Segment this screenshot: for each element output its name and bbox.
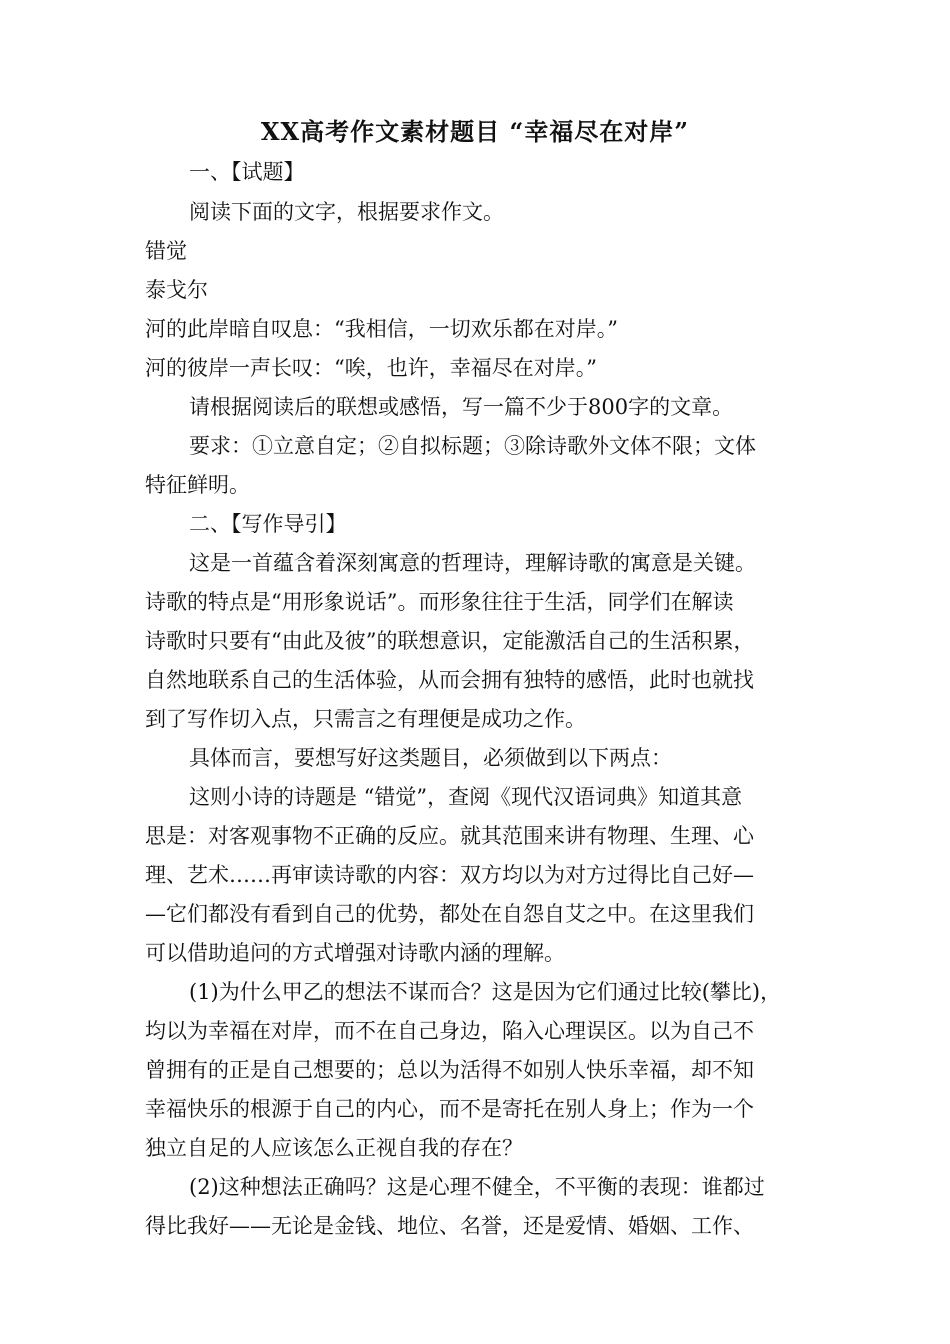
paragraph-line: —它们都没有看到自己的优势，都处在自怨自艾之中。在这里我们	[145, 902, 754, 926]
paragraph-line: 诗歌的特点是“用形象说话”。而形象往往于生活，同学们在解读	[145, 590, 734, 614]
poem-title: 错觉	[145, 239, 187, 263]
paragraph-line: (2)这种想法正确吗？这是心理不健全，不平衡的表现：谁都过	[189, 1175, 765, 1199]
paragraph-line: 曾拥有的正是自己想要的；总以为活得不如别人快乐幸福，却不知	[145, 1058, 754, 1082]
paragraph-line: 诗歌时只要有“由此及彼”的联想意识，定能激活自己的生活积累，	[145, 629, 755, 653]
paragraph-line: 独立自足的人应该怎么正视自我的存在？	[145, 1136, 523, 1160]
paragraph-line: 这则小诗的诗题是 “错觉”，查阅《现代汉语词典》知道其意	[189, 785, 743, 809]
poem-line: 河的此岸暗自叹息：“我相信，一切欢乐都在对岸。”	[145, 317, 618, 341]
paragraph-line: 这是一首蕴含着深刻寓意的哲理诗，理解诗歌的寓意是关键。	[189, 551, 756, 575]
paragraph-line: 得比我好——无论是金钱、地位、名誉，还是爱情、婚姻、工作、	[145, 1214, 754, 1238]
section-heading: 二、【写作导引】	[189, 512, 347, 536]
paragraph-line: 可以借助追问的方式增强对诗歌内涵的理解。	[145, 941, 565, 965]
poem-line: 河的彼岸一声长叹：“唉，也许，幸福尽在对岸。”	[145, 356, 597, 380]
paragraph-line: 要求：①立意自定；②自拟标题；③除诗歌外文体不限；文体	[189, 434, 756, 458]
paragraph-line: 具体而言，要想写好这类题目，必须做到以下两点：	[189, 746, 672, 770]
paragraph-line: 理、艺术……再审读诗歌的内容：双方均以为对方过得比自己好—	[145, 863, 754, 887]
paragraph-line: 自然地联系自己的生活体验，从而会拥有独特的感悟，此时也就找	[145, 668, 754, 692]
paragraph-line: 均以为幸福在对岸，而不在自己身边，陷入心理误区。以为自己不	[145, 1019, 754, 1043]
paragraph-line: 特征鲜明。	[145, 473, 250, 497]
paragraph-line: 请根据阅读后的联想或感悟，写一篇不少于800字的文章。	[189, 395, 734, 419]
paragraph-line: 思是：对客观事物不正确的反应。就其范围来讲有物理、生理、心	[145, 824, 754, 848]
paragraph-line: (1)为什么甲乙的想法不谋而合？这是因为它们通过比较(攀比)，	[189, 980, 782, 1004]
poem-author: 泰戈尔	[145, 278, 208, 302]
section-heading: 一、【试题】	[189, 160, 305, 184]
document-title: XX高考作文素材题目 “幸福尽在对岸”	[260, 117, 690, 146]
paragraph-line: 幸福快乐的根源于自己的内心，而不是寄托在别人身上；作为一个	[145, 1097, 754, 1121]
paragraph-line: 到了写作切入点，只需言之有理便是成功之作。	[145, 707, 586, 731]
paragraph-line: 阅读下面的文字，根据要求作文。	[189, 200, 504, 224]
